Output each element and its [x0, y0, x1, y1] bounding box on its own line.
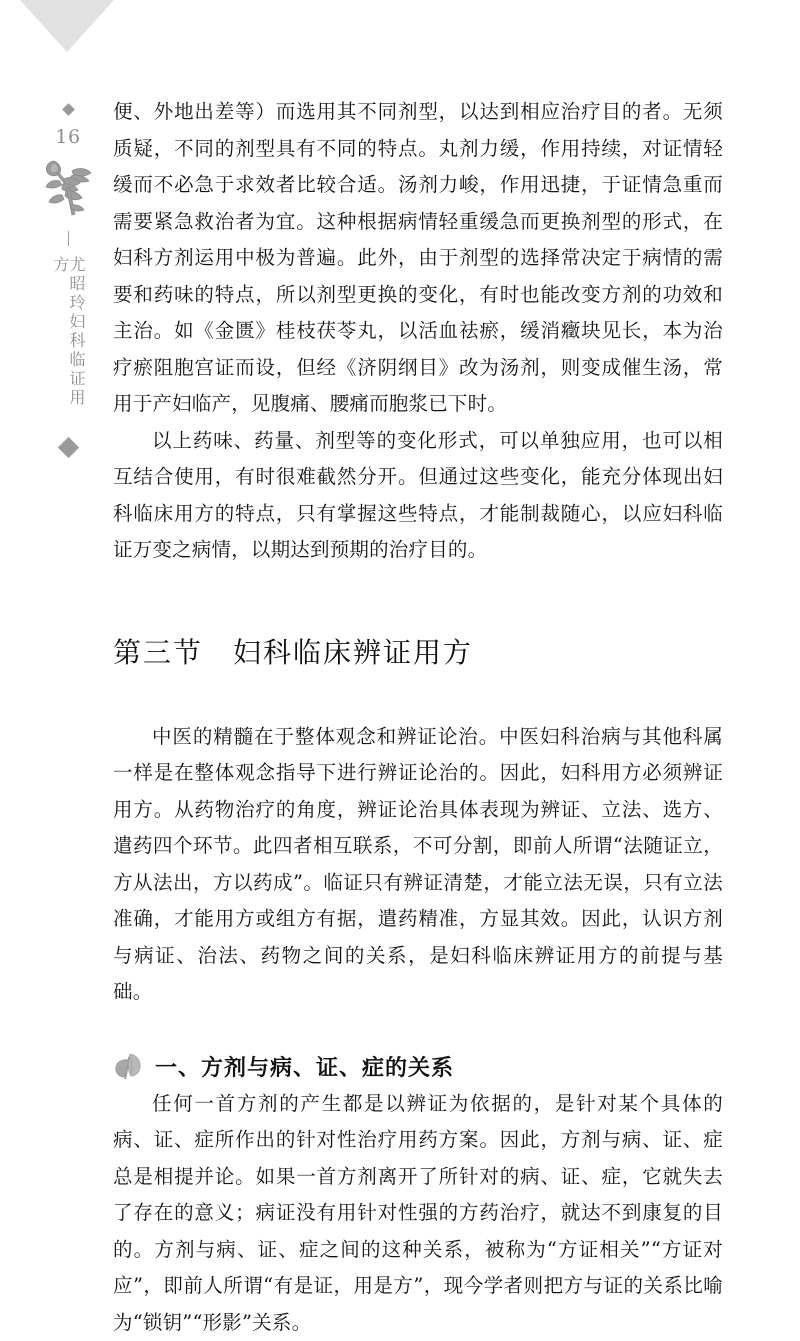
subsection-heading-label: 一、方剂与病、证、症的关系 [155, 1051, 454, 1082]
heading-spacer [113, 671, 723, 719]
paragraph-formula-syndrome-relation: 任何一首方剂的产生都是以辨证为依据的，是针对某个具体的病、证、症所作出的针对性治疗用药方案。因此，方剂与病、证、症总是相提并论。如果一首方剂离开了所针对的病、证、症，它就失去了存在的意义；病证没有用针对性强的方药治疗，就达不到康复的目的。方剂与病、证、症之间的这种关系，被称为“方证相关”“方证对应”，即前人所谓“有是证，用是方”，现今学者则把方与证的关系比喻为“锁钥”“形影”关系。 [113, 1086, 723, 1341]
page-number: 16 [55, 128, 80, 147]
section-heading: 第三节 妇科临床辨证用方 [113, 631, 723, 671]
leaf-sprig-icon [113, 1051, 147, 1081]
diamond-ornament-bottom [57, 437, 78, 458]
corner-triangle-ornament [20, 0, 114, 52]
paragraph-continuation: 便、外地出差等）而选用其不同剂型，以达到相应治疗目的者。无须质疑，不同的剂型具有不同的特点。丸剂力缓，作用持续，对证情轻缓而不必急于求效者比较合适。汤剂力峻，作用迅捷，于证情急重而需要紧急救治者为宜。这种根据病情轻重缓急而更换剂型的形式，在妇科方剂运用中极为普遍。此外，由于剂型的选择常决定于病情的需要和药味的特点，所以剂型更换的变化，有时也能改变方剂的功效和主治。如《金匮》桂枝茯苓丸，以活血祛瘀，缓消癥块见长，本为治疗瘀阻胞宫证而设，但经《济阴纲目》改为汤剂，则变成催生汤，常用于产妇临产，见腹痛、腰痛而胞浆已下时。 [113, 94, 723, 423]
paragraph-tcm-essence: 中医的精髓在于整体观念和辨证论治。中医妇科治病与其他科属一样是在整体观念指导下进行辨证论治的。因此，妇科用方必须辨证用方。从药物治疗的角度，辨证论治具体表现为辨证、立法、选方、遣药四个环节。此四者相互联系，不可分割，即前人所谓“法随证立，方从法出，方以药成”。临证只有辨证清楚，才能立法无误，只有立法准确，才能用方或组方有据，遣药精准，方显其效。因此，认识方剂与病证、治法、药物之间的关系，是妇科临床辨证用方的前提与基础。 [113, 719, 723, 1011]
diamond-ornament-top [62, 103, 75, 116]
page-content [113, 94, 723, 1341]
subsection-heading [113, 1051, 723, 1082]
page-side-rail [40, 105, 96, 455]
running-title-vertical: 尤昭玲妇科临证用方 [52, 256, 84, 424]
paragraph-dosage-forms-summary: 以上药味、药量、剂型等的变化形式，可以单独应用，也可以相互结合使用，有时很难截然分开。但通过这些变化，能充分体现出妇科临床用方的特点，只有掌握这些特点，才能制裁随心，以应妇科临证万变之病情，以期达到预期的治疗目的。 [113, 423, 723, 569]
rail-divider-dash [68, 231, 69, 246]
herb-flower-ornament [40, 157, 96, 219]
